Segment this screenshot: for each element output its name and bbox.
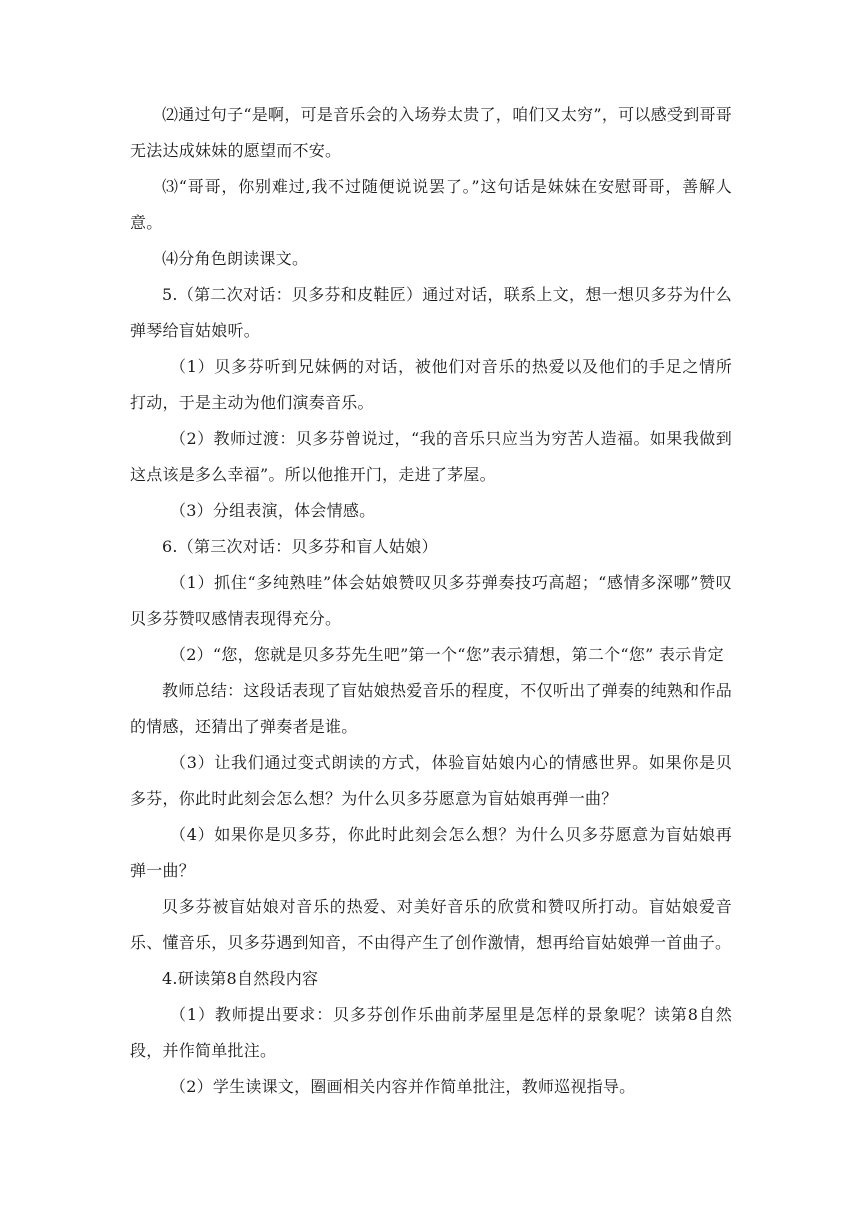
paragraph-sentence-analysis-2: ⑵通过句子“是啊，可是音乐会的入场券太贵了，咱们又太穷”，可以感受到哥哥无法达成妹妹的愿望而不安。 (130, 105, 732, 160)
paragraph-second-dialogue-item-2: （2）教师过渡：贝多芬曾说过，“我的音乐只应当为穷苦人造福。如果我做到这点该是多么幸福”。所以他推开门，走进了茅屋。 (130, 429, 732, 484)
document-body (130, 97, 732, 1105)
paragraph-teacher-summary: 教师总结：这段话表现了盲姑娘热爱音乐的程度，不仅听出了弹奏的纯熟和作品的情感，还猜出了弹奏者是谁。 (130, 681, 732, 736)
paragraph-role-reading: ⑷分角色朗读课文。 (162, 249, 309, 268)
paragraph-third-dialogue-item-4: （4）如果你是贝多芬，你此时此刻会怎么想？为什么贝多芬愿意为盲姑娘再弹一曲？ (130, 825, 732, 880)
paragraph-study-item-2: （2）学生读课文，圈画相关内容并作简单批注，教师巡视指导。 (170, 1077, 636, 1096)
paragraph-beethoven-moved: 贝多芬被盲姑娘对音乐的热爱、对美好音乐的欣赏和赞叹所打动。盲姑娘爱音乐、懂音乐，贝多芬遇到知音，不由得产生了创作激情，想再给盲姑娘弹一首曲子。 (130, 897, 732, 952)
paragraph-second-dialogue: 5.（第二次对话：贝多芬和皮鞋匠）通过对话，联系上文，想一想贝多芬为什么弹琴给盲姑娘听。 (130, 285, 732, 340)
paragraph-third-dialogue: 6.（第三次对话：贝多芬和盲人姑娘） (162, 537, 438, 556)
paragraph-study-section-8: 4.研读第8自然段内容 (162, 969, 319, 988)
paragraph-sentence-analysis-3: ⑶“哥哥，你别难过,我不过随便说说罢了。”这句话是妹妹在安慰哥哥，善解人意。 (130, 177, 732, 232)
paragraph-second-dialogue-item-1: （1）贝多芬听到兄妹俩的对话，被他们对音乐的热爱以及他们的手足之情所打动，于是主动为他们演奏音乐。 (130, 357, 732, 412)
paragraph-third-dialogue-item-3: （3）让我们通过变式朗读的方式，体验盲姑娘内心的情感世界。如果你是贝多芬，你此时此刻会怎么想？为什么贝多芬愿意为盲姑娘再弹一曲？ (130, 753, 732, 808)
paragraph-third-dialogue-item-1: （1）抓住“多纯熟哇”体会姑娘赞叹贝多芬弹奏技巧高超；“感情多深哪”赞叹贝多芬赞叹感情表现得充分。 (130, 573, 732, 628)
paragraph-third-dialogue-item-2: （2）“您，您就是贝多芬先生吧”第一个“您”表示猜想，第二个“您” 表示肯定 (170, 645, 724, 664)
paragraph-study-item-1: （1）教师提出要求：贝多芬创作乐曲前茅屋里是怎样的景象呢？读第8自然段，并作简单批注。 (130, 1005, 732, 1060)
paragraph-second-dialogue-item-3: （3）分组表演，体会情感。 (170, 501, 376, 520)
